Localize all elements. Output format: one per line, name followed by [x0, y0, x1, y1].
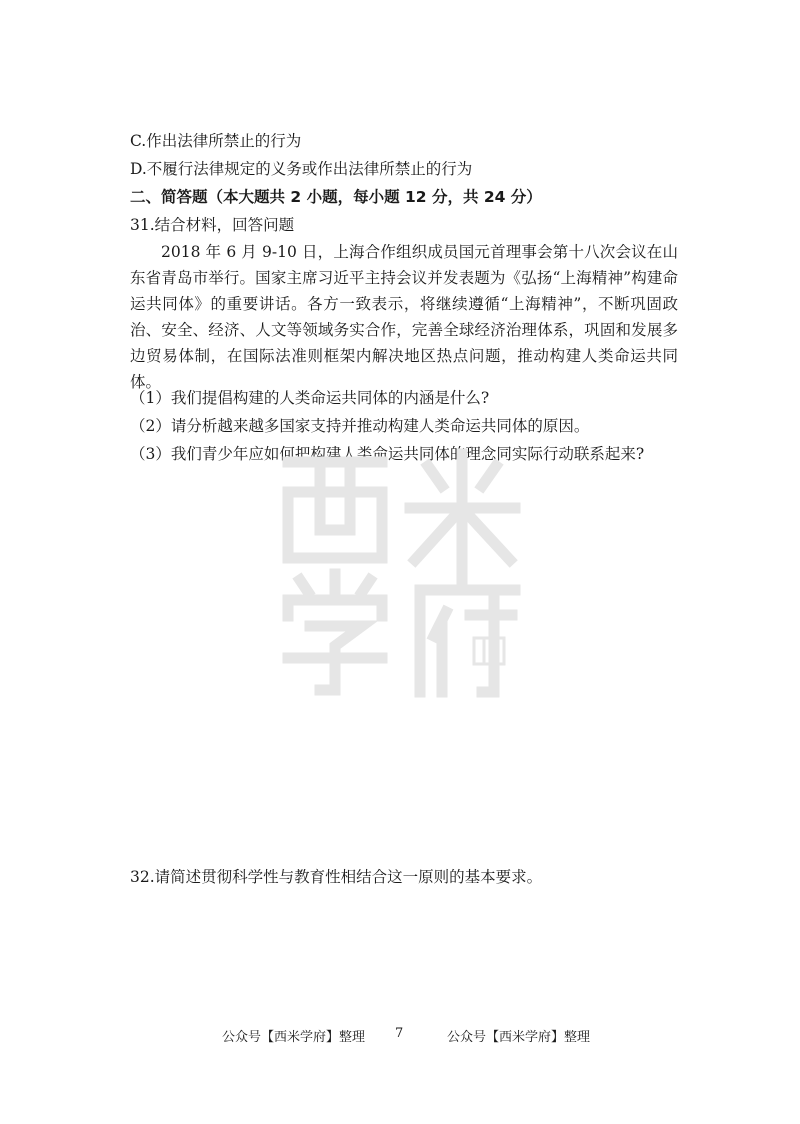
question-31-material: 2018 年 6 月 9-10 日，上海合作组织成员国元首理事会第十八次会议在山东省青岛市举行。国家主席习近平主持会议并发表题为《弘扬“上海精神”构建命运共同体》的重要讲话。各方一致表示，将继续遵循“上海精神”，不断巩固政治、安全、经济、人文等领域务实合作，完善全球经济治理体系，巩固和发展多边贸易体制，在国际法准则框架内解决地区热点问题，推动构建人类命运共同体。: [130, 243, 678, 391]
option-d: D.不履行法律规定的义务或作出法律所禁止的行为: [130, 160, 473, 178]
page-number: 7: [395, 1026, 404, 1041]
footer-right-text: 公众号【西米学府】整理: [447, 1030, 591, 1045]
question-31-sub-1: （1）我们提倡构建的人类命运共同体的内涵是什么?: [130, 389, 490, 407]
question-31-sub-2: （2）请分析越来越多国家支持并推动构建人类命运共同体的原因。: [130, 417, 590, 435]
question-31-title: 31.结合材料，回答问题: [130, 216, 295, 234]
footer-left-text: 公众号【西米学府】整理: [222, 1030, 366, 1045]
option-c: C.作出法律所禁止的行为: [130, 132, 302, 150]
watermark-logo: [270, 440, 530, 700]
question-31-sub-3: （3）我们青少年应如何把构建人类命运共同体的理念同实际行动联系起来?: [130, 445, 645, 463]
section-heading: 二、简答题（本大题共 2 小题，每小题 12 分，共 24 分）: [130, 188, 542, 206]
question-32-title: 32.请简述贯彻科学性与教育性相结合这一原则的基本要求。: [130, 868, 543, 886]
